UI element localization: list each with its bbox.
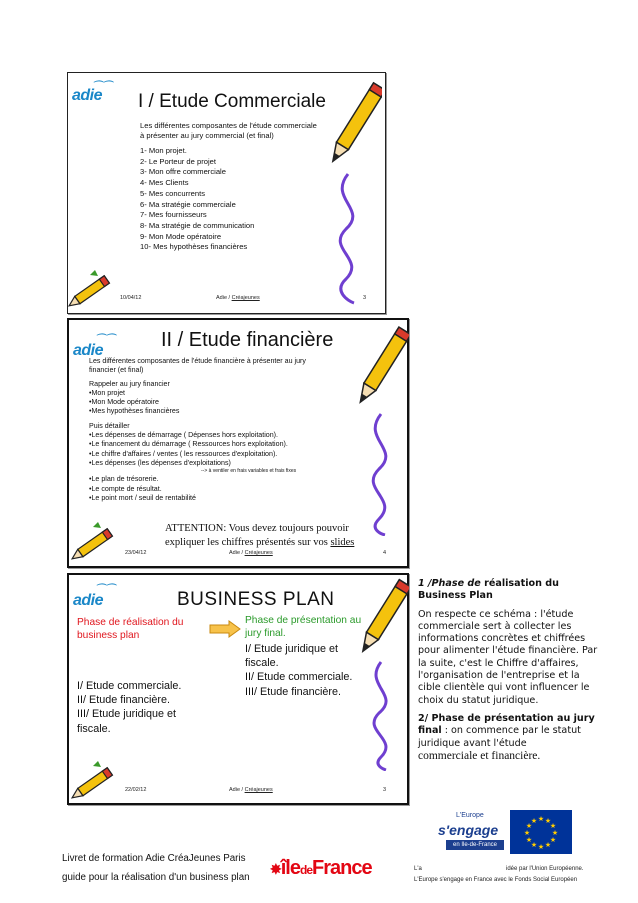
- footer-date: 22/02/12: [125, 787, 147, 793]
- paragraph-2: 2/ Phase de présentation au jury final : on commence par le statut juridique avant l'étude commerciale et financière.: [418, 712, 595, 762]
- birds-icon: ⌒⌒: [95, 584, 115, 595]
- list-item: 1- Mon projet.: [140, 146, 187, 155]
- slide-intro: Les différentes composantes de l'étude commerciale à présenter au jury commercial (et final): [140, 121, 317, 140]
- slide-title: II / Etude financière: [161, 329, 334, 351]
- pencil-icon: [353, 577, 409, 771]
- sub-note: --> à ventiler en frais variables et frais fixes: [201, 468, 297, 475]
- list-item: 9- Mon Mode opératoire: [140, 231, 222, 241]
- list-item: 6- Ma stratégie commerciale: [140, 199, 236, 209]
- footer-page: 3: [363, 295, 367, 301]
- paragraph-1: On respecte ce schéma : l'étude commerciale sert à collecter les informations concrètes et chiffrées pour alimenter l'étude financière. Par la suite, c'est le Chiffre d'affaires, l'organisation de l'entreprise et la cible clientèle qui vont influencer le choix du statut juridique.: [418, 608, 598, 706]
- slide-items: [140, 146, 254, 253]
- svg-text:★: ★: [525, 836, 533, 844]
- small-pencil-icon: [71, 520, 123, 562]
- attention-note: ATTENTION: Vous devez toujours pouvoir expliquer les chiffres présentés sur vos slides: [165, 523, 355, 548]
- svg-text:★: ★: [549, 836, 557, 844]
- svg-text:★: ★: [544, 841, 552, 849]
- list-item: 10- Mes hypothèses financières: [140, 242, 248, 252]
- phase-presentation-list: I/ Etude juridique et fiscale. II/ Etude commerciale. III/ Etude financière.: [245, 643, 353, 698]
- phase-realisation-list: I/ Etude commerciale. II/ Etude financière. III/ Etude juridique et fiscale.: [77, 680, 182, 735]
- birds-icon: ⌒⌒: [95, 334, 115, 345]
- slide-etude-financiere: [67, 318, 409, 568]
- footer-center: Adie / Créajeunes: [229, 550, 273, 556]
- birds-icon: ⌒⌒: [92, 81, 112, 92]
- footer-date: 23/04/12: [125, 550, 147, 556]
- svg-text:★: ★: [530, 841, 538, 849]
- svg-text:★: ★: [530, 817, 538, 825]
- business-plan-explanation: [418, 578, 598, 769]
- svg-text:★: ★: [537, 815, 545, 823]
- list-item: 8- Ma stratégie de communication: [140, 220, 255, 230]
- slide-business-plan: [67, 573, 409, 805]
- eu-flag-icon: [510, 810, 572, 854]
- slide-title: BUSINESS PLAN: [177, 589, 335, 610]
- footer-page: 3: [383, 787, 387, 793]
- ile-de-france-icon: ✸: [270, 861, 281, 877]
- svg-text:★: ★: [549, 822, 557, 830]
- adie-logo: ⌒⌒ adie: [72, 87, 102, 105]
- svg-text:★: ★: [525, 822, 533, 830]
- arrow-right-icon: [209, 620, 241, 638]
- footer-center: Adie / Créajeunes: [216, 295, 260, 301]
- slide-body: Les différentes composantes de l'étude financière à présenter au jury financier (et final) Rappeler au jury financier •Mon projet •Mon Mode opératoire •Mes hypothèses financières Puis détailler •Les dépenses de démarrage ( Dépenses hors exploitation). •Le financement du démarrage ( Ressources hors exploitation). •Le chiffre d'affaires / ventes ( les ressources d'exploitation). •Les dépenses (les dépenses d'exploitations) --> à ventiler en frais variables et frais fixes •Le plan de trésorerie. •Le compte de résultat. •Le point mort / seuil de rentabilité: [89, 357, 306, 502]
- svg-text:★: ★: [544, 817, 552, 825]
- pencil-icon: [318, 79, 382, 307]
- pencil-icon: [351, 324, 409, 536]
- adie-logo: ⌒⌒ adie: [73, 592, 103, 610]
- svg-text:★: ★: [523, 829, 531, 837]
- footer-date: 10/04/12: [120, 295, 142, 301]
- list-item: 5- Mes concurrents: [140, 188, 205, 198]
- list-item: 7- Mes fournisseurs: [140, 210, 207, 220]
- eu-caption: L'a idée par l'Union Européenne. L'Europe s'engage en France avec le Fonds Social Européen: [414, 866, 584, 883]
- small-pencil-icon: [71, 759, 123, 801]
- footer-page: 4: [383, 550, 387, 556]
- footer-center: Adie / Créajeunes: [229, 787, 273, 793]
- slide-etude-commerciale: [67, 72, 386, 314]
- europe-sengage-logo: L'Europe s'engage en Ile-de-France: [438, 812, 504, 858]
- ile-de-france-logo: ✸îledeFrance: [270, 857, 372, 879]
- list-item: 2- Le Porteur de projet: [140, 156, 216, 166]
- phase-realisation-heading: Phase de réalisation du business plan: [77, 617, 184, 641]
- phase-presentation-heading: Phase de présentation au jury final.: [245, 615, 362, 639]
- section-heading-1: 1 /Phase de réalisation du Business Plan: [418, 578, 559, 602]
- list-item: 3- Mon offre commerciale: [140, 167, 226, 177]
- svg-text:★: ★: [551, 829, 559, 837]
- document-footer: Livret de formation Adie CréaJeunes Paris guide pour la réalisation d'un business plan: [62, 853, 250, 883]
- small-pencil-icon: [68, 269, 120, 309]
- svg-text:★: ★: [537, 843, 545, 851]
- adie-logo: ⌒⌒ adie: [73, 342, 103, 360]
- slide-title: I / Etude Commerciale: [138, 91, 326, 112]
- list-item: 4- Mes Clients: [140, 178, 189, 188]
